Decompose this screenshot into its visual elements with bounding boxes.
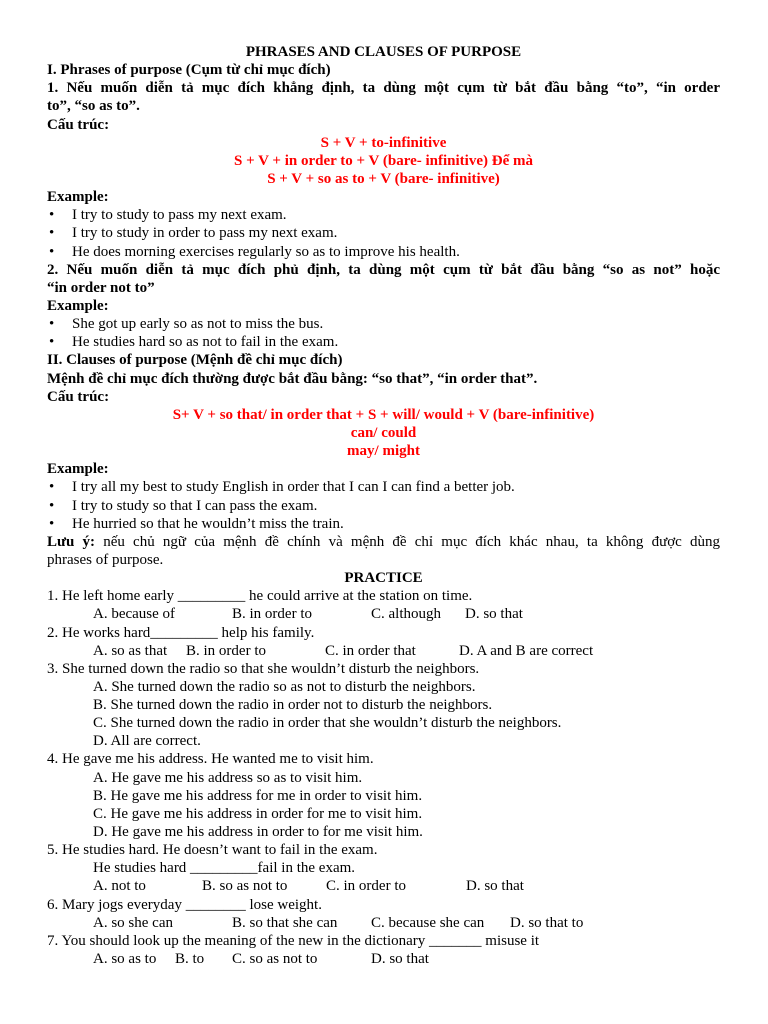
option-b[interactable]: B. in order to bbox=[186, 642, 266, 659]
example-item: • She got up early so as not to miss the bus. bbox=[47, 315, 720, 333]
example-label-1: Example: bbox=[47, 189, 109, 206]
option-d[interactable]: D. so that bbox=[371, 951, 429, 968]
option-a[interactable]: A. so she can bbox=[93, 914, 173, 931]
option-d[interactable]: D. All are correct. bbox=[93, 733, 201, 750]
option-c[interactable]: C. because she can bbox=[371, 914, 485, 931]
option-b[interactable]: B. so as not to bbox=[202, 878, 288, 895]
option-c[interactable]: C. although bbox=[371, 606, 441, 623]
question-7: 7. You should look up the meaning of the new in the dictionary _______ misuse it bbox=[47, 932, 540, 949]
option-d[interactable]: D. so that to bbox=[510, 914, 584, 931]
option-b[interactable]: B. to bbox=[175, 951, 205, 968]
rule1-line1: 1. Nếu muốn diễn tả mục đích khẳng định, ta dùng một cụm từ bắt đầu bằng “to”, “in order bbox=[47, 80, 720, 97]
option-c[interactable]: C. in order that bbox=[325, 642, 416, 659]
example-item: • I try to study so that I can pass the exam. bbox=[47, 497, 720, 515]
example-item: • I try to study in order to pass my next exam. bbox=[47, 224, 720, 242]
note-line1 bbox=[47, 533, 720, 551]
question-6: 6. Mary jogs everyday ________ lose weight. bbox=[47, 896, 322, 913]
option-c[interactable]: C. She turned down the radio in order that she wouldn’t disturb the neighbors. bbox=[93, 715, 562, 732]
option-c[interactable]: C. in order to bbox=[326, 878, 406, 895]
rule2-line1: 2. Nếu muốn diễn tả mục đích phủ định, ta dùng một cụm từ bắt đầu bằng “so as not” hoặc bbox=[47, 261, 720, 278]
option-a[interactable]: A. not to bbox=[93, 878, 146, 895]
option-c[interactable]: C. He gave me his address in order for me to visit him. bbox=[93, 805, 423, 822]
practice-heading: PRACTICE bbox=[344, 570, 423, 587]
example-item: • He studies hard so as not to fail in the exam. bbox=[47, 333, 720, 351]
question-4: 4. He gave me his address. He wanted me to visit him. bbox=[47, 751, 374, 768]
example-item: • He hurried so that he wouldn’t miss the train. bbox=[47, 515, 720, 533]
clause-formula-3: may/ might bbox=[347, 443, 420, 460]
option-d[interactable]: D. so that bbox=[466, 878, 524, 895]
question-3: 3. She turned down the radio so that she wouldn’t disturb the neighbors. bbox=[47, 660, 480, 677]
option-c[interactable]: C. so as not to bbox=[232, 951, 318, 968]
question-5-options bbox=[47, 877, 720, 895]
option-b[interactable]: B. She turned down the radio in order not to disturb the neighbors. bbox=[93, 697, 493, 714]
option-a[interactable]: A. so as that bbox=[93, 642, 168, 659]
option-b[interactable]: B. in order to bbox=[232, 606, 312, 623]
clause-formula-2: can/ could bbox=[350, 424, 417, 441]
example-item: • I try to study to pass my next exam. bbox=[47, 206, 720, 224]
option-a[interactable]: A. because of bbox=[93, 606, 176, 623]
page-title: PHRASES AND CLAUSES OF PURPOSE bbox=[245, 44, 522, 60]
option-d[interactable]: D. so that bbox=[465, 606, 523, 623]
example-label-3: Example: bbox=[47, 461, 109, 478]
section2-intro: Mệnh đề chỉ mục đích thường được bắt đầu bằng: “so that”, “in order that”. bbox=[47, 370, 538, 387]
formula-1: S + V + to-infinitive bbox=[320, 134, 447, 151]
example-label-2: Example: bbox=[47, 297, 109, 314]
option-d[interactable]: D. He gave me his address in order to for me visit him. bbox=[93, 824, 423, 841]
clause-formula-1: S+ V + so that/ in order that + S + will/ would + V (bare-infinitive) bbox=[172, 406, 595, 423]
question-5-prompt: He studies hard _________fail in the exam. bbox=[93, 860, 356, 877]
question-6-options bbox=[47, 914, 720, 932]
rule1-line2: to”, “so as to”. bbox=[47, 98, 140, 115]
option-b[interactable]: B. He gave me his address for me in order to visit him. bbox=[93, 787, 423, 804]
formula-3: S + V + so as to + V (bare- infinitive) bbox=[267, 170, 500, 187]
section1-heading: I. Phrases of purpose (Cụm từ chỉ mục đích) bbox=[47, 62, 331, 79]
question-2-options bbox=[47, 642, 720, 660]
note-line2: phrases of purpose. bbox=[47, 551, 164, 568]
option-a[interactable]: A. so as to bbox=[93, 951, 157, 968]
structure-label-2: Cấu trúc: bbox=[47, 388, 110, 405]
option-d[interactable]: D. A and B are correct bbox=[459, 642, 594, 659]
rule2-line2: “in order not to” bbox=[47, 279, 155, 296]
question-7-options bbox=[47, 950, 720, 968]
note-label: Lưu ý: bbox=[47, 533, 96, 550]
structure-label-1: Cấu trúc: bbox=[47, 116, 110, 133]
note-text: nếu chủ ngữ của mệnh đề chính và mệnh đề chỉ mục đích khác nhau, ta không được dùng bbox=[95, 533, 721, 550]
question-2: 2. He works hard_________ help his family. bbox=[47, 624, 315, 641]
example-item: • I try all my best to study English in order that I can I can find a better job. bbox=[47, 478, 720, 496]
option-a[interactable]: A. He gave me his address so as to visit him. bbox=[93, 769, 363, 786]
question-5: 5. He studies hard. He doesn’t want to fail in the exam. bbox=[47, 842, 378, 859]
question-1: 1. He left home early _________ he could arrive at the station on time. bbox=[47, 588, 473, 605]
formula-2: S + V + in order to + V (bare- infinitive) Để mà bbox=[234, 152, 533, 169]
option-b[interactable]: B. so that she can bbox=[232, 914, 338, 931]
question-1-options bbox=[47, 605, 720, 623]
section2-heading: II. Clauses of purpose (Mệnh đề chỉ mục đích) bbox=[47, 352, 343, 369]
example-item: • He does morning exercises regularly so as to improve his health. bbox=[47, 243, 720, 261]
option-a[interactable]: A. She turned down the radio so as not to disturb the neighbors. bbox=[93, 678, 476, 695]
